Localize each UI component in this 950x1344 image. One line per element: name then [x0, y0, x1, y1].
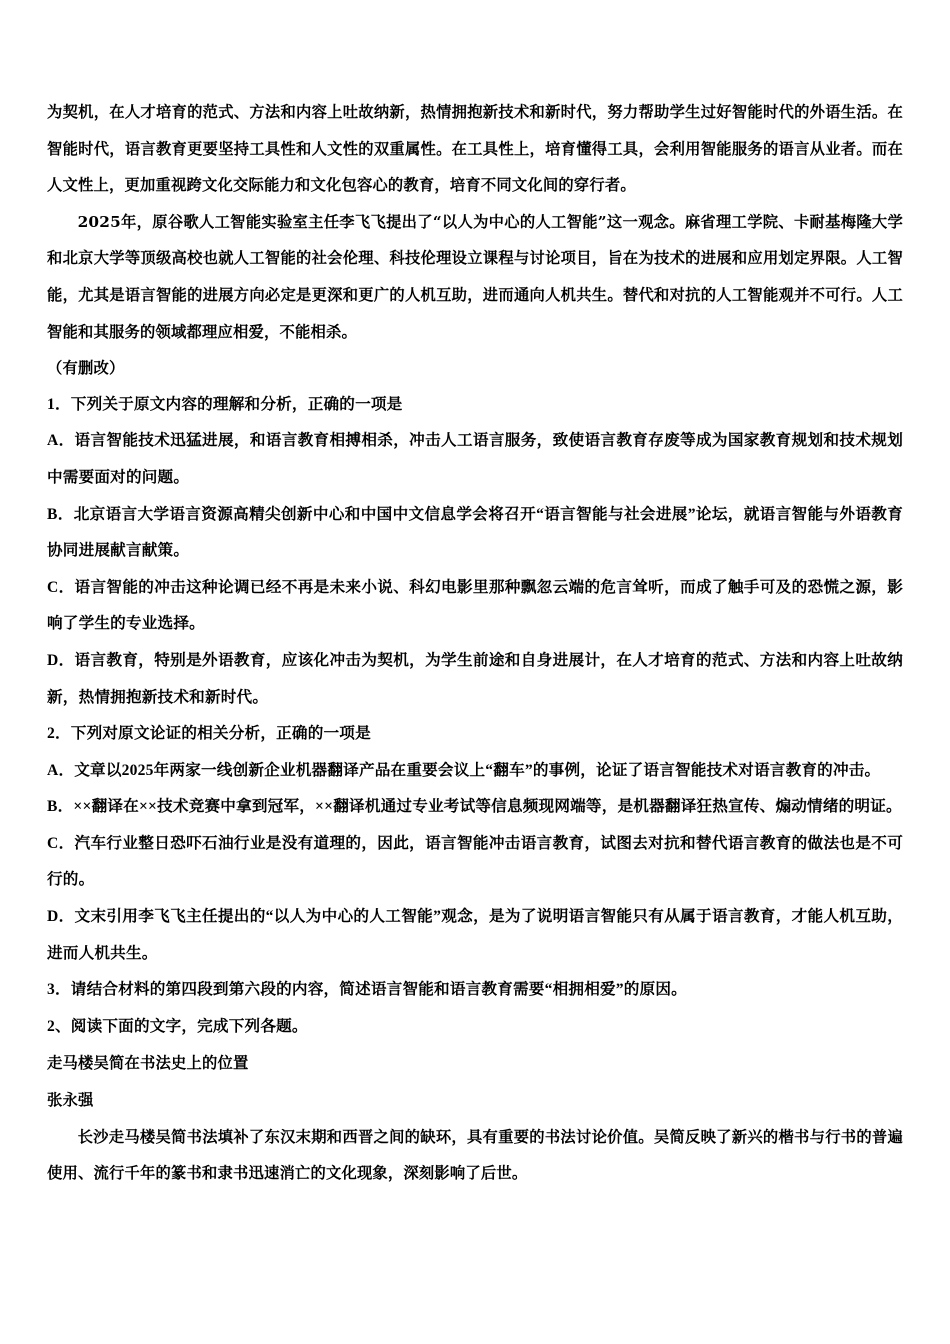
passage1-paragraph-1: 为契机，在人才培育的范式、方法和内容上吐故纳新，热情拥抱新技术和新时代，努力帮助学生过好智能时代的外语生活。在智能时代，语言教育更要坚持工具性和人文性的双重属性。在工具性上，培育懂得工具，会利用智能服务的语言从业者。而在人文性上，更加重视跨文化交际能力和文化包容心的教育，培育不同文化间的穿行者。: [47, 103, 903, 195]
question-1-option-d: D．语言教育，特别是外语教育，应该化冲击为契机，为学生前途和自身进展计，在人才培育的范式、方法和内容上吐故纳新，热情拥抱新技术和新时代。: [47, 651, 903, 706]
question-2-option-b: B．××翻译在××技术竞赛中拿到冠军，××翻译机通过专业考试等信息频现网端等，是机器翻译狂热宣传、煽动情绪的明证。: [47, 798, 902, 816]
section2-author: 张永强: [47, 1091, 94, 1110]
question-1-option-c: C．语言智能的冲击这种论调已经不再是未来小说、科幻电影里那种飘忽云端的危言耸听，而成了触手可及的恐慌之源，影响了学生的专业选择。: [47, 578, 903, 633]
section2-paragraph-1: 长沙走马楼吴简书法填补了东汉末期和西晋之间的缺环，具有重要的书法讨论价值。吴简反映了新兴的楷书与行书的普遍使用、流行千年的篆书和隶书迅速消亡的文化现象，深刻影响了后世。: [47, 1127, 903, 1183]
passage1-source-note: （有删改）: [47, 359, 125, 378]
question-3: [47, 972, 903, 1009]
question-1-option-b: B．北京语言大学语言资源高精尖创新中心和中国中文信息学会将召开“语言智能与社会进展”论坛，就语言智能与外语教育协同进展献言献策。: [47, 505, 903, 560]
question-1: [47, 387, 903, 716]
question-2-stem: 2．下列对原文论证的相关分析，正确的一项是: [47, 725, 371, 743]
passage1-paragraph-2: 2025年，原谷歌人工智能实验室主任李飞飞提出了“以人为中心的人工智能”这一观念。麻省理工学院、卡耐基梅隆大学和北京大学等顶级高校也就人工智能的社会伦理、科技伦理设立课程与讨论项目，旨在为技术的进展和应用划定界限。人工智能，尤其是语言智能的进展方向必定是更深和更广的人机互助，进而通向人机共生。替代和对抗的人工智能观并不可行。人工智能和其服务的领域都理应相爱，不能相杀。: [47, 212, 903, 341]
question-1-stem: 1．下列关于原文内容的理解和分析，正确的一项是: [47, 395, 403, 413]
question-1-option-a: A．语言智能技术迅猛进展，和语言教育相搏相杀，冲击人工语言服务，致使语言教育存废等成为国家教育规划和技术规划中需要面对的问题。: [47, 432, 903, 486]
question-2-option-a: A．文章以2025年两家一线创新企业机器翻译产品在重要会议上“翻车”的事例，论证了语言智能技术对语言教育的冲击。: [47, 761, 881, 779]
document-body: [47, 94, 903, 1192]
question-2-option-c: C．汽车行业整日恐吓石油行业是没有道理的，因此，语言智能冲击语言教育，试图去对抗和替代语言教育的做法也是不可行的。: [47, 834, 903, 889]
question-2: [47, 716, 903, 972]
question-3-stem: 3．请结合材料的第四段到第六段的内容，简述语言智能和语言教育需要“相拥相爱”的原因。: [47, 981, 687, 999]
section2-intro: 2、阅读下面的文字，完成下列各题。: [47, 1017, 308, 1035]
question-2-option-d: D．文末引用李飞飞主任提出的“以人为中心的人工智能”观念，是为了说明语言智能只有从属于语言教育，才能人机互助，进而人机共生。: [47, 908, 903, 962]
section2-article-title: 走马楼吴简在书法史上的位置: [47, 1054, 249, 1073]
